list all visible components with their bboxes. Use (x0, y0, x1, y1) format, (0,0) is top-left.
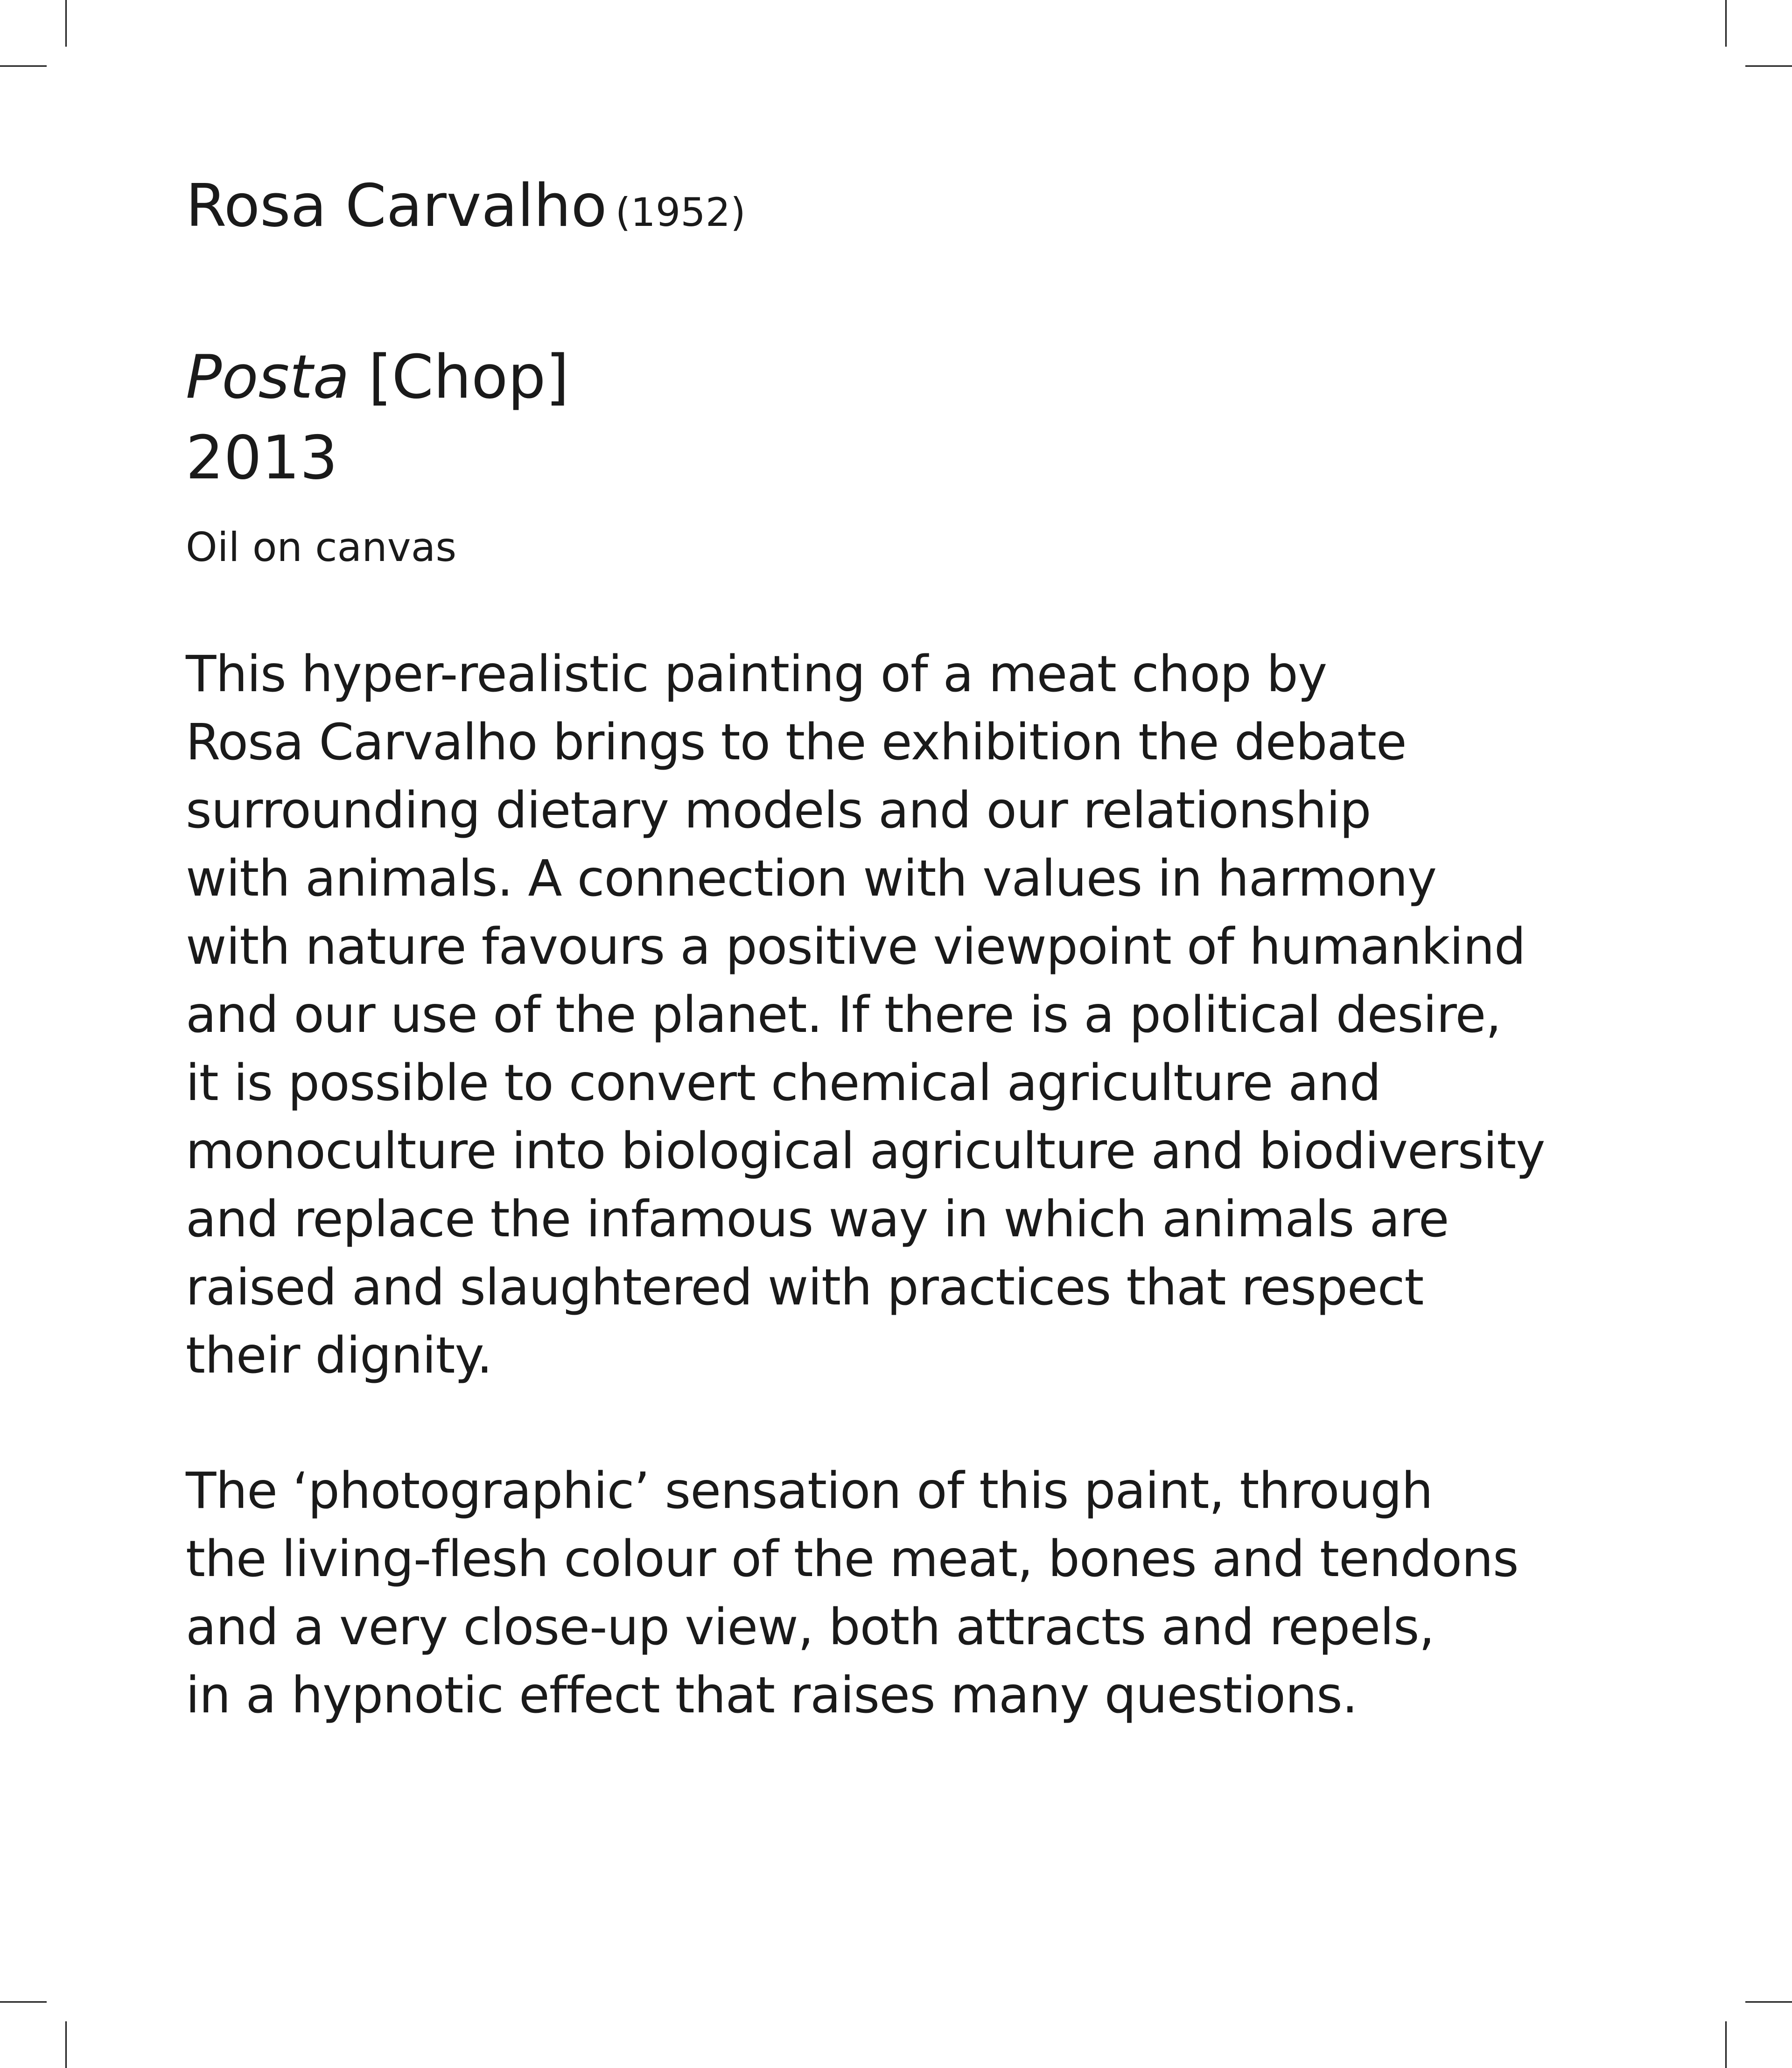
description-line: This hyper-realistic painting of a meat chop by (186, 645, 1327, 703)
artwork-title-translation: [Chop] (368, 343, 569, 412)
crop-mark-top-left-vertical (65, 0, 67, 47)
description-line: monoculture into biological agriculture and biodiversity (186, 1122, 1545, 1180)
crop-mark-top-left-horizontal (0, 65, 47, 67)
artist-heading (186, 171, 746, 240)
crop-mark-bottom-right-vertical (1725, 2021, 1727, 2068)
artist-years: (1952) (615, 189, 746, 235)
artwork-medium: Oil on canvas (186, 524, 457, 571)
description-paragraph-1 (186, 640, 1632, 1390)
crop-mark-bottom-left-horizontal (0, 2001, 47, 2003)
artwork-title-original: Posta (186, 343, 350, 412)
crop-mark-top-right-horizontal (1745, 65, 1792, 67)
crop-mark-bottom-right-horizontal (1745, 2001, 1792, 2003)
description-line: and replace the infamous way in which animals are (186, 1191, 1449, 1248)
description-line: The ‘photographic’ sensation of this paint, through (186, 1462, 1433, 1520)
description-line: with animals. A connection with values in harmony (186, 850, 1437, 908)
crop-mark-bottom-left-vertical (65, 2021, 67, 2068)
description-line: surrounding dietary models and our relationship (186, 782, 1371, 840)
description-line: their dignity. (186, 1327, 492, 1385)
description-line: raised and slaughtered with practices that respect (186, 1259, 1424, 1317)
description-line: with nature favours a positive viewpoint of humankind (186, 918, 1526, 976)
artist-name: Rosa Carvalho (186, 171, 607, 240)
artwork-year: 2013 (186, 423, 338, 493)
description-paragraph-2 (186, 1457, 1632, 1730)
description-line: and a very close-up view, both attracts and repels, (186, 1598, 1435, 1656)
description-line: the living-flesh colour of the meat, bones and tendons (186, 1530, 1519, 1588)
description-line: it is possible to convert chemical agriculture and (186, 1054, 1381, 1112)
description-line: and our use of the planet. If there is a political desire, (186, 986, 1501, 1044)
description-line: Rosa Carvalho brings to the exhibition the debate (186, 714, 1407, 771)
artwork-title (186, 343, 569, 412)
crop-mark-top-right-vertical (1725, 0, 1727, 47)
description-line: in a hypnotic effect that raises many questions. (186, 1667, 1358, 1725)
